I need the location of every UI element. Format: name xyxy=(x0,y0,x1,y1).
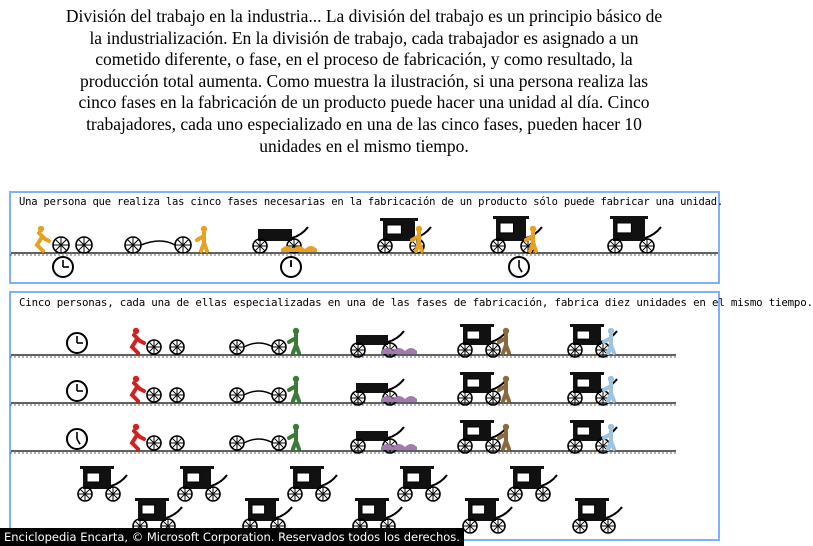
wheel-icon xyxy=(351,439,365,453)
assembly-line xyxy=(11,253,718,256)
five-workers-panel xyxy=(9,291,813,541)
single-worker-panel xyxy=(9,191,723,284)
wheel-icon xyxy=(170,388,184,402)
wheel-icon xyxy=(458,391,472,405)
carriage-icon xyxy=(355,498,402,521)
carriage-icon xyxy=(356,331,404,345)
carriage-icon xyxy=(80,466,127,489)
worker-icon xyxy=(289,328,299,353)
carriage-icon xyxy=(510,466,557,489)
wheel-icon xyxy=(573,519,587,533)
copyright-footer: Enciclopedia Encarta, © Microsoft Corporation. Reservados todos los derechos. xyxy=(0,528,464,546)
wheel-icon xyxy=(288,487,302,501)
carriage-icon xyxy=(380,218,431,241)
wheel-icon xyxy=(426,487,440,501)
carriage-icon xyxy=(135,498,182,521)
wheel-icon xyxy=(178,487,192,501)
wheel-icon xyxy=(601,519,615,533)
wheel-icon xyxy=(486,391,500,405)
wheel-icon xyxy=(147,388,161,402)
wheel-icon xyxy=(53,237,69,253)
wheel-icon xyxy=(608,239,622,253)
wheel-icon xyxy=(106,487,120,501)
wheel-icon xyxy=(458,343,472,357)
clock-icon xyxy=(53,257,73,277)
carriage-icon xyxy=(610,216,661,241)
five-workers-caption: Cinco personas, cada una de ellas especializadas en una de las fases de fabricación, fabrica diez unidades en el mismo tiempo. xyxy=(19,296,813,309)
carriage-icon xyxy=(356,427,404,441)
wheel-icon xyxy=(458,439,472,453)
worker-icon xyxy=(604,376,614,401)
carriage-parts xyxy=(281,246,317,252)
wheel-icon xyxy=(230,388,244,402)
clock-icon xyxy=(67,333,87,353)
single-worker-illustration xyxy=(11,193,718,282)
worker-icon xyxy=(289,424,299,449)
wheel-icon xyxy=(491,519,505,533)
clock-icon xyxy=(509,257,529,277)
wheel-icon xyxy=(175,237,191,253)
wheel-icon xyxy=(230,436,244,450)
worker-icon xyxy=(132,376,144,401)
carriage-parts xyxy=(381,348,417,354)
wheel-icon xyxy=(316,487,330,501)
worker-icon xyxy=(604,424,614,449)
carriage-icon xyxy=(180,466,227,489)
carriage-parts xyxy=(381,444,417,450)
worker-icon xyxy=(132,424,144,449)
wheel-icon xyxy=(351,391,365,405)
carriage-icon xyxy=(575,498,622,521)
single-worker-caption: Una persona que realiza las cinco fases necesarias en la fabricación de un producto sólo puede fabricar una unidad. xyxy=(19,196,723,208)
wheel-icon xyxy=(508,487,522,501)
wheel-icon xyxy=(486,343,500,357)
wheel-icon xyxy=(351,343,365,357)
clock-icon xyxy=(67,381,87,401)
carriage-icon xyxy=(258,227,308,241)
wheel-icon xyxy=(125,237,141,253)
wheel-icon xyxy=(78,487,92,501)
worker-icon xyxy=(132,328,144,353)
carriage-icon xyxy=(245,498,292,521)
wheel-icon xyxy=(568,391,582,405)
wheel-icon xyxy=(491,239,505,253)
wheel-icon xyxy=(272,388,286,402)
wheel-icon xyxy=(398,487,412,501)
five-workers-illustration xyxy=(11,293,718,539)
worker-icon xyxy=(604,328,614,353)
article-title: División del trabajo en la industria... xyxy=(65,6,322,26)
worker-icon xyxy=(289,376,299,401)
wheel-icon xyxy=(640,239,654,253)
carriage-icon xyxy=(290,466,337,489)
wheel-icon xyxy=(272,436,286,450)
wheel-icon xyxy=(170,436,184,450)
wheel-icon xyxy=(568,343,582,357)
wheel-icon xyxy=(486,439,500,453)
wheel-icon xyxy=(253,239,267,253)
wheel-icon xyxy=(147,436,161,450)
worker-icon xyxy=(37,226,49,251)
wheel-icon xyxy=(147,340,161,354)
article-body: La división del trabajo es un principio básico de la industrialización. En la división de trabajo, cada trabajador es asignado a un cometido diferente, o fase, en el proceso de fabricación, y como resultado, la producción total aumenta. Como muestra la ilustración, si una persona realiza las cinco fases en la fabricación de un producto puede hacer una unidad al día. Cinco trabajadores, cada uno especializado en una de las cinco fases, pueden hacer 10 unidades en el mismo tiempo. xyxy=(78,6,663,156)
wheel-icon xyxy=(272,340,286,354)
wheel-icon xyxy=(206,487,220,501)
wheel-icon xyxy=(230,340,244,354)
carriage-icon xyxy=(356,379,404,393)
carriage-icon xyxy=(400,466,447,489)
carriage-parts xyxy=(381,396,417,402)
wheel-icon xyxy=(378,239,392,253)
wheel-icon xyxy=(568,439,582,453)
wheel-icon xyxy=(463,519,477,533)
wheel-icon xyxy=(536,487,550,501)
clock-icon xyxy=(281,257,301,277)
clock-icon xyxy=(67,429,87,449)
wheel-icon xyxy=(170,340,184,354)
article-text xyxy=(64,6,664,157)
worker-icon xyxy=(197,226,207,251)
carriage-icon xyxy=(465,498,512,521)
wheel-icon xyxy=(76,237,92,253)
